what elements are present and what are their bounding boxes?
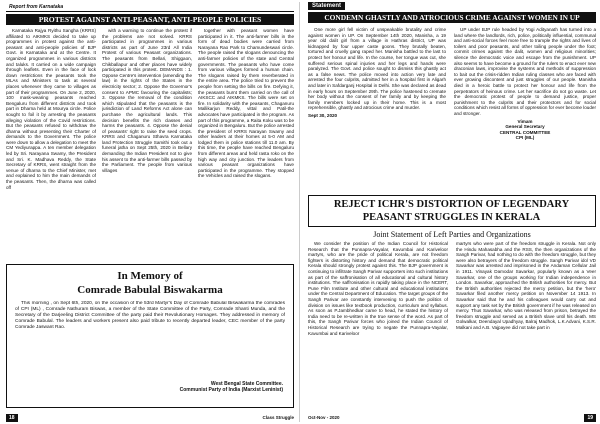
right-page — [302, 0, 600, 424]
footer-issue: Oct-Nov - 2020 — [308, 415, 340, 420]
memorial-sign-line: West Bengal State Committee. — [210, 381, 283, 387]
headline-banner: CONDEMN GHASTLY AND ATROCIOUS CRIME AGAINST WOMEN IN UP — [308, 12, 596, 23]
headline2-subtitle: Joint Statement of Left Parties and Organizations — [373, 230, 531, 239]
article-text: Karnataka Rajya Ryithu Sangha (KRRS) affiliated to AIKMKS decided to take up programmes in protest against the anti-peasant and anti-people policies of BJP Govt. in Karnataka and at the Centre. It organized programmes in various districts and taluks. It carried on a wide campaign through leaflets. Even in the face of lock down restrictions the peasants took the MLAs and Ministers to task at several places whenever they came to villages as part of their programmes. On June 2, 2020, 100 mask-wearing peasants reached Bengaluru from different districts and took part in Dharna held at Mourya circle. Police sought to foil it by arresting the peasants alleging violation of the Covid restrictions. But the peasants refused to withdraw the dharna without presenting their Charter of demands to the Government. The police were down to allow a delegation to meet the CM Yediyurappa. A ten member delegation led by Sri. Narayana Swamy, the President and Sri. K. Madhava Reddy, the State Secretary of KRRS, went straight from the venue of dharna to the Chief Minister, met and explained to him the main demands of the peasants. Then, the dharna was called off — [6, 28, 96, 190]
page-number: 18 — [6, 414, 18, 422]
memorial-signature — [180, 381, 283, 393]
joint-statement-text: martyrs who were part of the freedom struggle in Kerala. Not only the Hindu Mahasabha and the RSS, the then organizations of the Sangh Parivar, had nothing to do with the freedom struggle, but they were also betrayers of the freedom struggle. Sangh Parivar idol VD Savarkar was arrested and imprisoned in the Andaman Cellular Jail in 1911. Vinayak Damodar Savarkar, popularly known as a Veer Savarkar, one of the groups working for Indian independence in London. Savarkar, approached the British authorities for mercy. But the British authorities rejected the mercy petition, but the 'hero' Savarkar filed another mercy petition on November 14 1913. In Savarkar said that he and his colleagues would carry out and support any task set by the British government if he was released on mercy. Thus Savarkar, who was released from prison, betrayed the freedom struggle and served as a British slave until his death. MS Golwalkar, Deendayal Upadhyay, Balraj Madhok, L.K.Advani, K.S.R. Malkani and A.B. Vajpayee did not take part in — [456, 241, 596, 330]
footer-title: Class Struggle — [262, 415, 294, 420]
signature-title: General Secretary — [505, 124, 545, 130]
left-page — [0, 0, 298, 424]
article-column-3 — [198, 28, 294, 261]
page-gutter — [299, 2, 300, 422]
headline2-line1: REJECT ICHR'S DISTORTION OF LEGENDARY — [333, 199, 570, 210]
memorial-body — [15, 301, 285, 371]
article-column-1 — [6, 28, 96, 261]
statement-column-2 — [454, 27, 596, 177]
article-text: with a warning to continue the protest if the problems are not solved. KRRS participated in programmes in various districts as part of June 23rd All India Protest of various Peasant organizations. The peasants from Bellari, Shiggaon, Chikballapur and other places have widely participated in this protest. DEMANDS : 1. Oppose Centre's intervention (amending the law) in the rights of the States in the electricity sector; 2. Oppose the Governor's consent to APMC favouring the capitalists; 3. Oppose the removal of the condition which stipulated that the peasants is the jurisdiction of Land Reforms Act alone can purchase the agricultural lands. This decision benefits the rich classes and harms the peasants. 4. Oppose the denial of peasants' right to raise the seed crops. KRRS and Chaganuru Sthavra Karnataka land Protection Struggle Samithi took out a funeral jatha on Sept 25th, 2020 in Bellary demanding the Indian President not to give his assent to the anti-farmer bills passed by the Parliament. The people from various villages — [102, 28, 192, 173]
article-text: together with peasant women have participated in it. The anti-farmer bills in the form of dead bodies were carried from Narayana Rao Park to Chamundeswari circle. The people raised the slogans denouncing the anti-farmer policies of the state and Central governments. The peasants who have come from various villages formed a human chain. The slogans raised by them reverberated in the entire area. The police tried to prevent the people from setting the bills on fire. Defying it, the peasants burnt them carried on the call of AIKSCC and AIKMKS. The bills were set on fire. In solidarity with the peasants, Chaganuru Mallikarjun Reddy, vittal and Patil-the advocates have participated in the program. As part of this programme, a Raita Koku was to be organized in Bengaluru. But the police arrested the president of KRRS Narayan Swamy and other leaders at their homes at 5-0 AM and lodged them in police stations till 11.0 am. By this time, the people have reached Bengaluru from different areas and held rasta roko on the high way and city junction. The leaders from various peasant organizations have participated in the programme. They stopped the Vehicles and raised the slogans. — [198, 28, 294, 179]
joint-statement-text: We consider the position of the Indian Council for Historical Research that the Punnapra-Vayalar, Kavumbai and Kariveloor martyrs, who are the pride of political Kerala, are not freedom fighters is distorting history and demand that democratic political Kerala should strongly protest against this. The BJP government is continuing to infiltrate Sangh Parivar supporters into such institutions as part of the saffronisation of all educational and cultural history institutions. The saffronisation is rapidly taking place in the NCERT, Pune Film Institute and other cultural and educational institutions under the Central Department of Education. The target groups of the Sangh Parivar are constantly intervening to push the politics of division on issues like textbook production, curriculum and syllabus. As soon as P.Jambhedkar came to head, he stated the history of India need to be re-written in the true sense of the word. As part of this, the Sangh Parivar forces who joined the Indian Council of Historical Research are trying to negate the Punnapra-Vayalar, Kavumbai and Kariveloor — [308, 241, 448, 336]
memorial-title: In Memory of — [117, 270, 183, 282]
statement-text: One more girl fell victim of unspeakable brutality and crime against women in UP. On September 14th 2020, Manisha, a 19 year old dalit girl from a village in Hathras district, UP was kidnapped by four upper caste goons. They brutally beaten, tortured and cruelly gang raped her. Manisha battled to the last to protect her honour and life. In the course, her tongue was cut, she suffered serious spinal injuries and her legs and hands were paralyzed. The Govt. and police sought to dismiss this ghastly act as a false news. The police moved into action very late and arrested the four culprits, admitted her in a hospital first in Aligarh and later in Safdarganj Hospital in Delhi. She was declared as dead in early hours on September 29th. The police hastened to cremate her body without the consent of her family and by keeping the family members locked up in their home. This is a most reprehensible, ghastly and atrocious crime and murder. — [308, 27, 446, 111]
signature-committee: CENTRAL COMMITTEE — [499, 129, 551, 135]
page-footer — [308, 413, 596, 422]
signature-party: CPI (ML) — [515, 135, 535, 141]
signature-name: Vimam — [517, 118, 533, 124]
memorial-sign-line: Communist Party of India (Marxist Leninist) — [179, 387, 283, 393]
header-rule — [6, 11, 294, 12]
memorial-subtitle: Comrade Babulal Biswakarma — [77, 284, 223, 296]
statement-date: Sept 30, 2020 — [308, 112, 338, 118]
page-number: 19 — [584, 414, 596, 422]
statement-text: UP under BJP rule headed by Yogi Adityanath has turned into a land where the landlords, rich, police, politically influential, communal and anti-social forces feel more free to trample the rights and lives of toilers and poor peasants, and other toiling people under the foot; commit crimes against the dalit, women and religious minorities; silence the democratic voice and escape from the punishment. UP also seems to have become a ground for the rulers to enact ever new draconian laws, improvise the systems and methods of suppression to bait out the crisis-ridden Indian ruling classes who are faced with ever growing discontent and just struggles of our people. Manisha died in a heroic battle to protect her honour and life from the perpetrators of heinous crime. Let her sacrifice do not go waste. Let the democratic protest of people to demand justice, proper punishment to the culprits and their protectors and for social conditions which resist all forms of oppression for ever become louder and stronger. — [454, 27, 596, 116]
headline-banner: PROTEST AGAINST ANTI-PEASANT, ANTI-PEOPLE POLICIES — [6, 14, 294, 25]
headline2-line2: PEASANT STRUGGLES IN KERALA — [362, 212, 541, 223]
statement-tag: Statement — [308, 2, 345, 10]
memorial-text: This morning , on Sept 6th, 2020, on the occasion of the 53rd Martyr's Day of Comrade Babulal Biswakarma the comrades of CPI (ML) , Comrade Nathuram Biswas, a member of the State Committee of the Party, Comrade Shanti Munda, and the Secretary of the Darjeeling District Committee of the party paid their Revolutionary Homages. They addressed in memory of Comrade Babulal. The leaders and workers present also paid tribute to recently departed leader, CEC member of the party Comrade Jaswant Rao. — [15, 301, 285, 330]
statement-signature — [454, 119, 596, 141]
page-footer — [6, 413, 294, 422]
section-tag: Report from Karnataka — [9, 4, 64, 10]
joint-statement-column-1 — [308, 241, 448, 411]
memorial-box — [6, 264, 294, 408]
joint-statement-column-2 — [456, 241, 596, 411]
article-column-2 — [102, 28, 192, 261]
headline2-box — [308, 195, 596, 227]
statement-column-1 — [308, 27, 446, 177]
